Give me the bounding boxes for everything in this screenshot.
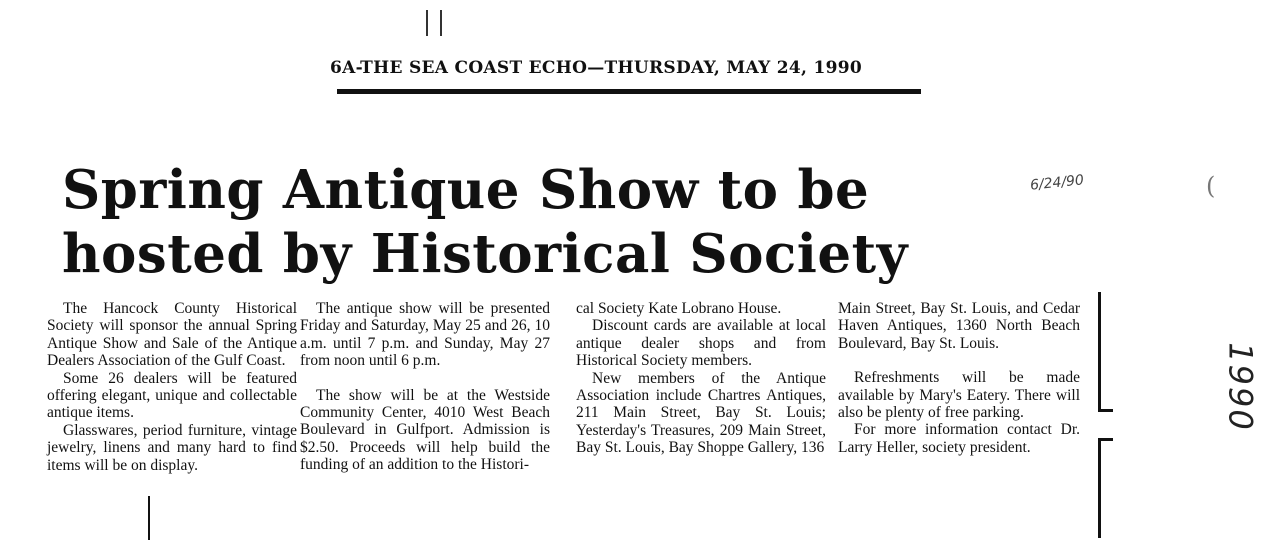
paragraph: Some 26 dealers will be featured offering elegant, unique and collectable antique items. [47,369,297,422]
paragraph: New members of the Antique Association include Chartres Antiques, 211 Main Street, Bay St. Louis; Yesterday's Treasures, 209 Main Street, Bay St. Louis, Bay Shoppe Gallery, 136 [576,369,826,457]
paragraph: Refreshments will be made available by Mary's Eatery. There will also be plenty of free parking. [838,369,1080,422]
margin-year: 1990 [1221,342,1260,432]
headline [62,158,1002,286]
headline-line-1: Spring Antique Show to be [62,159,870,221]
paragraph: The antique show will be presented Friday and Saturday, May 25 and 26, 10 a.m. until 7 p.m. and Sunday, May 27 from noon until 6 p.m. [300,300,550,370]
dateline: 6A-THE SEA COAST ECHO—THURSDAY, MAY 24, 1990 [330,58,862,78]
article-column-1 [47,300,297,474]
column-rule [1101,438,1113,441]
column-rule [1098,438,1101,538]
paragraph: The Hancock County Historical Society will sponsor the annual Spring Antique Show and Sale of the Antique Dealers Association of the Gulf Coast. [47,300,297,370]
fold-mark [440,10,442,36]
column-rule [1098,292,1101,412]
fold-mark [426,10,428,36]
handwritten-date: 6/24/90 [1029,172,1085,194]
paragraph: For more information contact Dr. Larry Heller, society president. [838,421,1080,456]
column-rule [1101,409,1113,412]
margin-mark: ( [1206,172,1216,200]
paragraph: Main Street, Bay St. Louis, and Cedar Haven Antiques, 1360 North Beach Boulevard, Bay St. Louis. [838,300,1080,352]
column-rule [148,496,150,540]
paragraph: Discount cards are available at local antique dealer shops and from Historical Society members. [576,317,826,370]
paragraph: Glasswares, period furniture, vintage jewelry, linens and many hard to find items will be on display. [47,421,297,474]
paragraph: The show will be at the Westside Community Center, 4010 West Beach Boulevard in Gulfport. Admission is $2.50. Proceeds will help build the funding of an addition to the Histori- [300,386,550,474]
headline-line-2: hosted by Historical Society [62,223,908,285]
header-rule [337,89,921,94]
article-column-4 [838,300,1080,456]
article-column-2 [300,300,550,474]
article-column-3 [576,300,826,457]
paragraph: cal Society Kate Lobrano House. [576,300,782,317]
